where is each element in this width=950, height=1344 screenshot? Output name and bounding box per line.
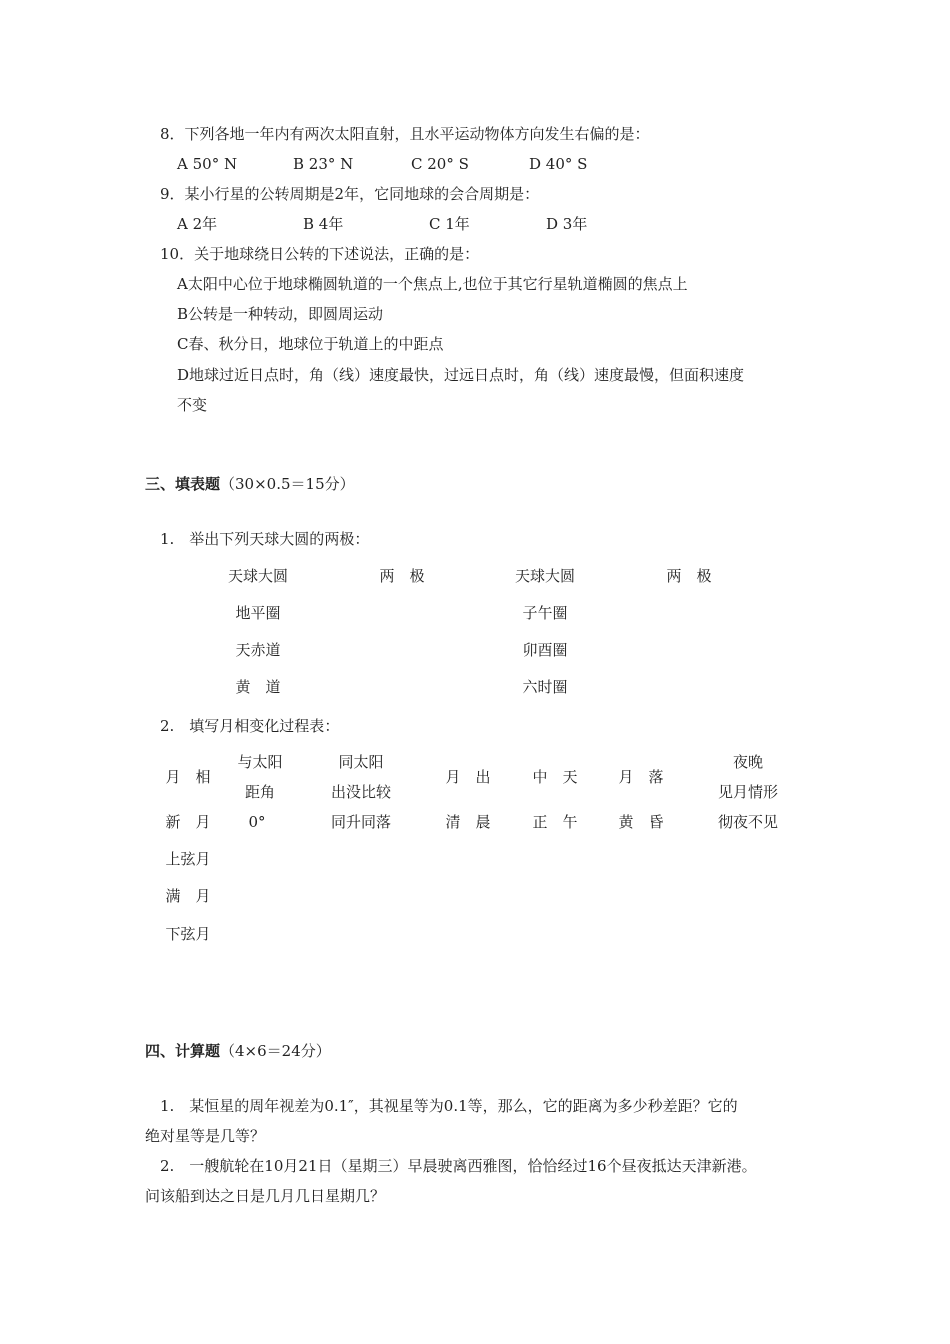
q10-option-d-line1: D地球过近日点时，角（线）速度最快，过远日点时，角（线）速度最慢，但面积速度 [177,366,745,384]
q9-option-d: D 3年 [546,215,588,233]
s4-q1-line2: 绝对星等是几等？ [145,1127,266,1145]
q10-option-c: C春、秋分日，地球位于轨道上的中距点 [177,335,444,353]
moon-row-new-set: 黄 昏 [618,813,664,831]
q10-option-b: B公转是一种转动，即圆周运动 [177,305,384,323]
section4-heading [145,1041,331,1061]
moon-row-new-angle: 0° [248,813,266,831]
q10-option-d-line2: 不变 [177,396,208,414]
moon-row-full: 满 月 [165,887,211,905]
s3-q1-right-row3: 六时圈 [522,678,568,696]
s3-q1-stem: 1. 举出下列天球大圆的两极： [160,530,370,548]
moon-table-header-night-line2: 见月情形 [717,783,779,801]
s3-q1-right-row1: 子午圈 [522,604,568,622]
q8-option-b: B 23° N [293,155,354,173]
moon-table-header-set: 月 落 [618,768,664,786]
moon-row-new-compare: 同升同落 [330,813,392,831]
s3-q1-left-row2: 天赤道 [235,641,281,659]
q9-stem: 9．某小行星的公转周期是2年，它同地球的会合周期是： [160,185,540,203]
q9-option-a: A 2年 [177,215,218,233]
s3-q1-right-row2: 卯酉圈 [522,641,568,659]
q8-stem: 8．下列各地一年内有两次太阳直射，且水平运动物体方向发生右偏的是： [160,125,650,143]
moon-row-last-quarter: 下弦月 [165,925,211,943]
section4-title: 四、计算题 [145,1042,221,1060]
q9-option-c: C 1年 [429,215,470,233]
s4-q2-line2: 问该船到达之日是几月几日星期几？ [145,1187,386,1205]
moon-row-new-rise: 清 晨 [445,813,491,831]
q9-option-b: B 4年 [303,215,344,233]
moon-table-header-angle-line2: 距角 [244,783,276,801]
moon-table-header-compare-line1: 同太阳 [338,753,384,771]
section4-score: （4×6＝24分） [220,1042,331,1060]
s3-q1-header-poles-left: 两 极 [379,567,425,585]
moon-table-header-night-line1: 夜晚 [732,753,764,771]
s4-q2-line1: 2. 一艘航轮在10月21日（星期三）早晨驶离西雅图，恰恰经过16个昼夜抵达天津新港。 [160,1157,757,1175]
s3-q1-header-circle-left: 天球大圆 [227,567,289,585]
moon-table-header-phase: 月 相 [165,768,211,786]
moon-row-first-quarter: 上弦月 [165,850,211,868]
section3-title: 三、填表题 [145,475,221,493]
q8-option-c: C 20° S [411,155,469,173]
section3-heading [145,474,355,494]
s3-q1-left-row3: 黄 道 [235,678,281,696]
section3-score: （30×0.5＝15分） [220,475,355,493]
s3-q1-header-circle-right: 天球大圆 [514,567,576,585]
s3-q2-stem: 2. 填写月相变化过程表： [160,717,340,735]
moon-table-header-angle-line1: 与太阳 [237,753,283,771]
moon-row-new-night: 彻夜不见 [717,813,779,831]
q10-stem: 10．关于地球绕日公转的下述说法，正确的是： [160,245,480,263]
moon-table-header-rise: 月 出 [445,768,491,786]
q10-option-a: A太阳中心位于地球椭圆轨道的一个焦点上,也位于其它行星轨道椭圆的焦点上 [177,275,688,293]
q8-option-a: A 50° N [177,155,238,173]
moon-table-header-transit: 中 天 [532,768,578,786]
moon-row-new-transit: 正 午 [532,813,578,831]
s3-q1-header-poles-right: 两 极 [666,567,712,585]
s3-q1-left-row1: 地平圈 [235,604,281,622]
q8-option-d: D 40° S [529,155,588,173]
moon-row-new-phase: 新 月 [165,813,211,831]
s4-q1-line1: 1. 某恒星的周年视差为0.1″，其视星等为0.1等，那么，它的距离为多少秒差距？它的 [160,1097,738,1115]
moon-table-header-compare-line2: 出没比较 [330,783,392,801]
